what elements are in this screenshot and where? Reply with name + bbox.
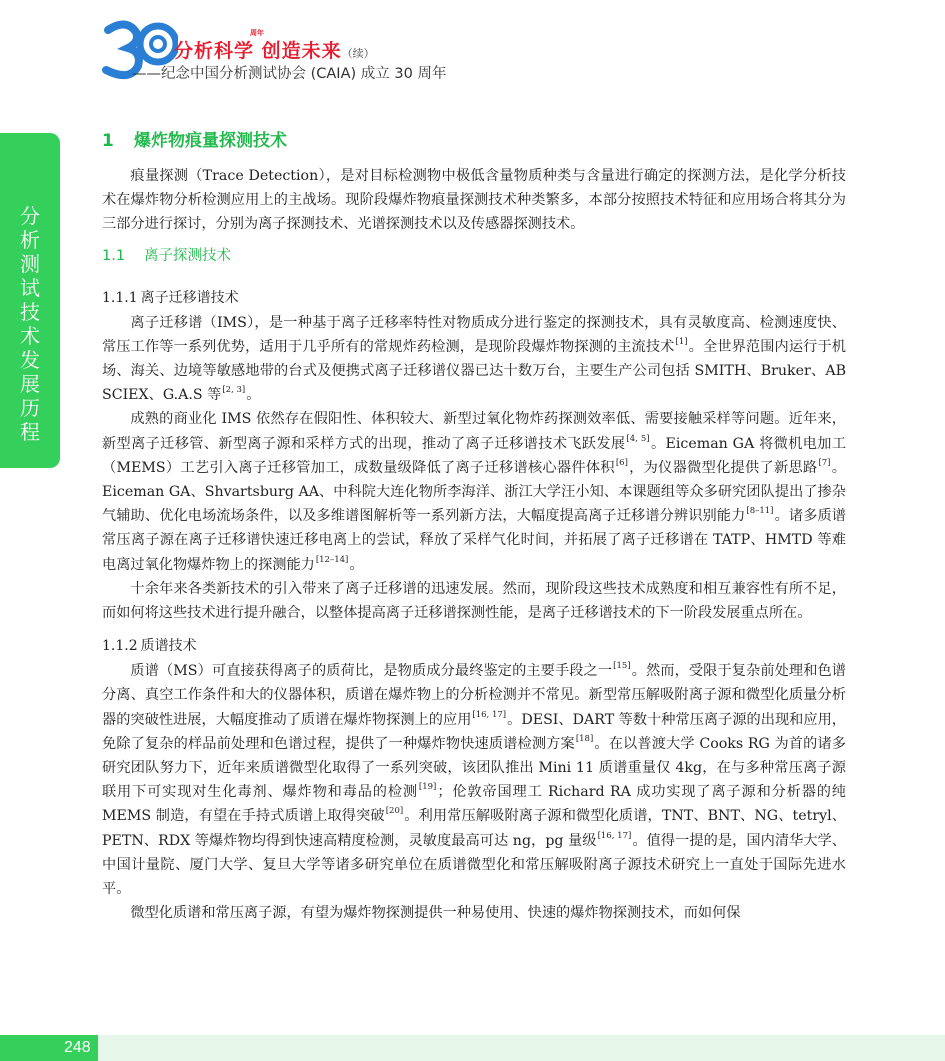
topic-number: 1.1.1 <box>102 289 138 306</box>
citation-ref: [6] <box>615 457 628 468</box>
ims-paragraph-1 <box>102 311 846 408</box>
citation-ref: [19] <box>418 782 437 793</box>
article-body <box>102 128 846 925</box>
section-heading <box>102 128 846 154</box>
paragraph-text: ；伦敦帝国理工 Richard RA 成功实现了离子源和分析器的纯 MEMS 制造，有望在手持式质谱上取得突破 <box>102 784 846 825</box>
paragraph-text: 成熟的商业化 IMS 依然存在假阳性、体积较大、新型过氧化物炸药探测效率低、需要接触采样等问题。近年来，新型离子迁移管、新型离子源和采样方式的出现，推动了离子迁移谱技术飞跃发展 <box>102 411 846 452</box>
side-chapter-tab <box>0 133 60 468</box>
paragraph-text: 。然而，受限于复杂前处理和色谱分离、真空工作条件和大的仪器体积，质谱在爆炸物上的分析检测并不常见。新型常压解吸附离子源和微型化质量分析器的突破性进展，大幅度推动了质谱在爆炸物探测上的应用 <box>102 663 846 728</box>
section-title: 爆炸物痕量探测技术 <box>134 131 287 151</box>
ims-paragraph-3 <box>102 577 846 625</box>
page-number: 248 <box>64 1039 91 1056</box>
paragraph-text: 微型化质谱和常压离子源，有望为爆炸物探测提供一种易使用、快速的爆炸物探测技术，而如何保 <box>130 905 741 922</box>
subsection-title: 离子探测技术 <box>144 247 231 264</box>
paragraph-text: 。利用常压解吸附离子源和微型化质谱，TNT、BNT、NG、tetryl、PETN、RDX 等爆炸物均得到快速高精度检测，灵敏度最高可达 ng，pg 量级 <box>102 808 846 849</box>
citation-ref: [12–14] <box>315 554 349 565</box>
slogan-text: 分析科学 创造未来 <box>174 40 342 62</box>
paragraph-text: 。 <box>349 556 364 573</box>
section-intro: 痕量探测（Trace Detection），是对目标检测物中极低含量物质种类与含量进行确定的探测方法，是化学分析技术在爆炸物分析检测应用上的主战场。现阶段爆炸物痕量探测技术种类繁多，本部分按照技术特征和应用场合将其分为三部分进行探讨，分别为离子探测技术、光谱探测技术以及传感器探测技术。 <box>102 168 846 233</box>
paragraph-text: 。DESI、DART 等数十种常压离子源的出现和应用，免除了复杂的样品前处理和色谱过程，提供了一种爆炸物快速质谱检测方案 <box>102 711 846 752</box>
paragraph-text: 。 <box>246 387 261 404</box>
paragraph-text: 。在以普渡大学 Cooks RG 为首的诸多研究团队努力下，近年来质谱微型化取得了一系列突破，该团队推出 Mini 11 质谱重量仅 4kg，在与多种常压离子源联用下可实现对生化毒剂、爆炸物和毒品的检测 <box>102 735 846 801</box>
footer-band <box>0 1035 945 1061</box>
topic-number: 1.1.2 <box>102 638 138 655</box>
slogan-continued: （续） <box>341 47 375 60</box>
citation-ref: [18] <box>575 733 594 744</box>
paragraph-text: 。Eiceman GA、Shvartsburg AA、中科院大连化物所李海洋、浙江大学汪小知、本课题组等众多研究团队提出了掺杂气辅助、优化电场流场条件，以及多维谱图解析等一系列新方法，大幅度提高离子迁移谱分辨识别能力 <box>102 459 846 525</box>
paragraph-text: 。值得一提的是，国内清华大学、中国计量院、厦门大学、复旦大学等诸多研究单位在质谱微型化和常压解吸附离子源技术研究上一直处于国际先进水平。 <box>102 832 846 898</box>
topic-heading-ms <box>102 633 846 659</box>
logo-badge-text: 周年 <box>250 30 264 37</box>
side-tab-label: 分析测试技术发展历程 <box>20 204 40 444</box>
citation-ref: [4, 5] <box>626 433 650 444</box>
section-number: 1 <box>102 131 114 151</box>
topic-title: 离子迁移谱技术 <box>140 289 239 306</box>
page-header <box>100 14 520 84</box>
paragraph-text: 。诸多质谱常压离子源在离子迁移谱快速迁移电离上的尝试，释放了采样气化时间，并拓展了离子迁移谱在 TATP、HMTD 等难电离过氧化物爆炸物上的探测能力 <box>102 508 846 573</box>
ms-paragraph-2 <box>102 901 846 925</box>
paragraph-text: 十余年来各类新技术的引入带来了离子迁移谱的迅速发展。然而，现阶段这些技术成熟度和相互兼容性有所不足，而如何将这些技术进行提升融合，以整体提高离子迁移谱探测性能，是离子迁移谱技术的下一阶段发展重点所在。 <box>102 580 846 622</box>
subsection-number: 1.1 <box>102 247 126 264</box>
paragraph-text: 离子迁移谱（IMS），是一种基于离子迁移率特性对物质成分进行鉴定的探测技术，具有灵敏度高、检测速度快、常压工作等一系列优势，适用于几乎所有的常规炸药检测，是现阶段爆炸物探测的主流技术 <box>102 314 846 355</box>
page-number-tab <box>0 1035 98 1061</box>
citation-ref: [20] <box>385 806 404 817</box>
citation-ref: [16, 17] <box>472 709 507 720</box>
ms-paragraph-1 <box>102 659 846 901</box>
paragraph-text: 质谱（MS）可直接获得离子的质荷比，是物质成分最终鉴定的主要手段之一 <box>130 663 613 680</box>
paragraph-text: 。全世界范围内运行于机场、海关、边境等敏感地带的台式及便携式离子迁移谱仪器已达十数万台，主要生产公司包括 SMITH、Bruker、AB SCIEX、G.A.S 等 <box>102 338 846 404</box>
topic-title: 质谱技术 <box>140 638 197 655</box>
citation-ref: [2, 3] <box>222 385 246 396</box>
citation-ref: [7] <box>818 457 831 468</box>
citation-ref: [1] <box>675 336 688 347</box>
topic-heading-ims <box>102 285 846 311</box>
citation-ref: [16, 17] <box>597 830 632 841</box>
paragraph-text: ，为仪器微型化提供了新思路 <box>628 459 818 476</box>
paragraph-text: 。Eiceman GA 将微机电加工（MEMS）工艺引入离子迁移管加工，成数量级降低了离子迁移谱核心器件体积 <box>102 435 847 476</box>
ims-paragraph-2 <box>102 407 846 576</box>
citation-ref: [15] <box>613 661 631 672</box>
citation-ref: [8–11] <box>746 506 774 517</box>
header-subtitle: ——纪念中国分析测试协会 (CAIA) 成立 30 周年 <box>132 66 447 82</box>
subsection-heading <box>102 241 846 271</box>
header-slogan <box>174 36 375 63</box>
